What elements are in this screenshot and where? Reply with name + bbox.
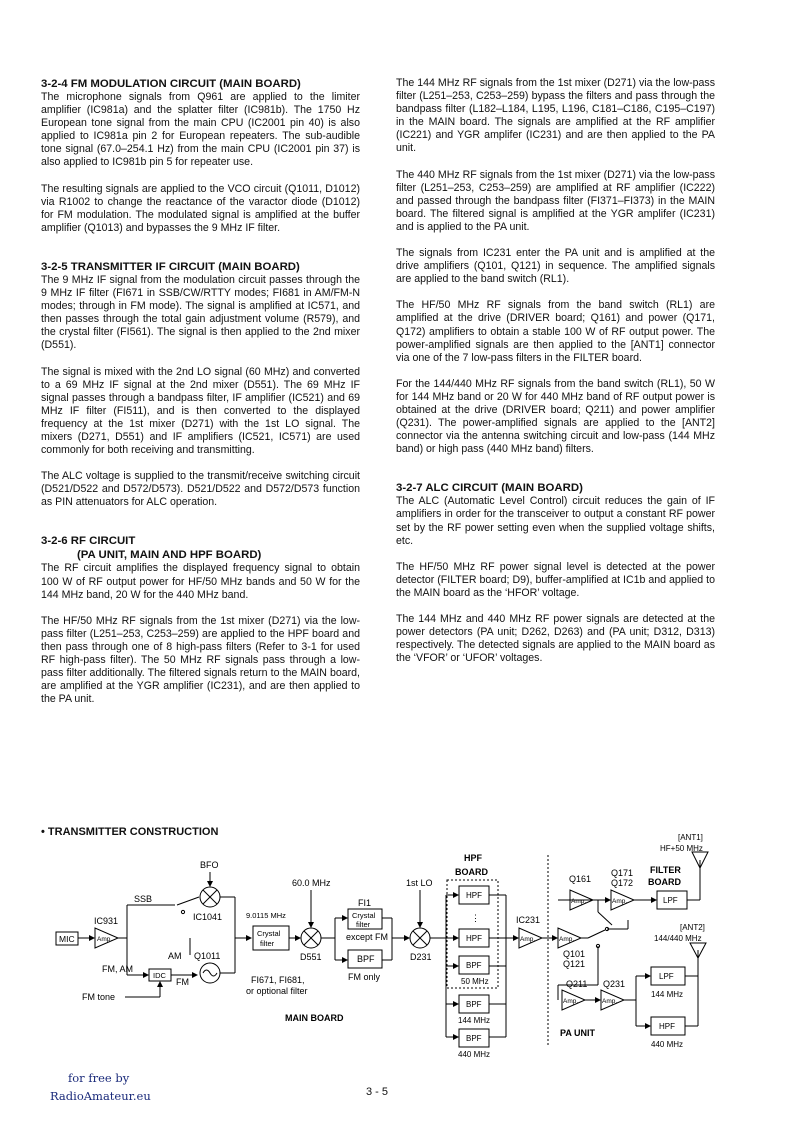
section-title-rf-circuit bbox=[41, 534, 360, 562]
q161-label: Q161 bbox=[569, 874, 592, 884]
ic931-label: IC931 bbox=[94, 916, 119, 926]
amp-label: Amp. bbox=[563, 998, 579, 1005]
fm-only-label: FM only bbox=[348, 972, 381, 982]
band-440mhz-label: 440 MHz bbox=[651, 1040, 684, 1049]
d231-label: D231 bbox=[410, 952, 432, 962]
q171-label: Q171 bbox=[611, 868, 634, 878]
bpf-label: BPF bbox=[466, 961, 482, 970]
fi1-label: FI1 bbox=[358, 898, 372, 908]
fm-tone-label: FM tone bbox=[82, 992, 116, 1002]
band-144mhz-label: 144 MHz bbox=[651, 990, 684, 999]
q211-label: Q211 bbox=[566, 979, 588, 989]
amp-label: Amp. bbox=[602, 998, 618, 1005]
q1011-label: Q1011 bbox=[194, 951, 221, 961]
pa-unit-label: PA UNIT bbox=[560, 1028, 595, 1038]
footer-site-link[interactable]: RadioAmateur.eu bbox=[50, 1089, 151, 1103]
hpf-board-label-1: HPF bbox=[464, 853, 482, 863]
lpf-label: LPF bbox=[659, 972, 674, 981]
amp-label: Amp. bbox=[612, 898, 628, 905]
hpf-board-label-2: BOARD bbox=[455, 867, 488, 877]
paragraph: The signals from IC231 enter the PA unit and is amplified at the drive amplifiers (Q101, Q121) in sequence. The amplified signals are applied to the band switch (RL1). bbox=[396, 247, 715, 286]
paragraph: The RF circuit amplifies the displayed frequency signal to obtain 100 W of RF output power for HF/50 MHz bands and 50 W for the 144 MHz band, 20 W for the 440 MHz band. bbox=[41, 562, 360, 601]
paragraph: The 144 MHz and 440 MHz RF power signals are detected at the power detectors (PA unit; D262, D263) and (PA unit; D312, D313) respectively. The detected signals are applied to the MAIN board as the ‘VFOR’ or ‘UFOR’ voltages. bbox=[396, 613, 715, 665]
paragraph: The 440 MHz RF signals from the 1st mixer (D271) via the low-pass filter (L251–253, C253–259) are amplified at RF amplifier (IC222) and passed through the bandpass filter (FI371–FI373) in the MAIN board. The filtered signal is amplified at the YGR amplifer (IC231) and is applied to the PA unit. bbox=[396, 168, 715, 233]
section-title-line1: 3-2-6 RF CIRCUIT bbox=[41, 535, 136, 548]
first-lo-label: 1st LO bbox=[406, 878, 433, 888]
am-label: AM bbox=[168, 951, 182, 961]
amp-label: Amp. bbox=[559, 936, 575, 943]
d551-label: D551 bbox=[300, 952, 322, 962]
ic231-label: IC231 bbox=[516, 915, 541, 925]
band-50mhz-label: 50 MHz bbox=[461, 977, 489, 986]
filter-board-label-1: FILTER bbox=[650, 865, 681, 875]
freq-9mhz-label: 9.0115 MHz bbox=[246, 911, 286, 920]
fm-label: FM bbox=[176, 977, 189, 987]
fm-am-label: FM, AM bbox=[102, 964, 133, 974]
paragraph: The HF/50 MHz RF signals from the band switch (RL1) are amplified at the drive (DRIVER board; Q161) and power (Q171, Q172) amplifiers to obtain a stable 100 W of RF output power. The power-amplified signals are then applied to the [ANT1] connector via one of the 7 low-pass filters in the FILTER board. bbox=[396, 299, 715, 364]
section-title-alc: 3-2-7 ALC CIRCUIT (MAIN BOARD) bbox=[396, 482, 583, 495]
paragraph: The HF/50 MHz RF signals from the 1st mixer (D271) via the low-pass filter (L251–253, C253–259) are applied to the HPF board and then pass through one of 8 high-pass filters (Refer to 3-1 for used RF high-pass filter). The 50 MHz RF signals pass through a low-pass filter additionally. The filtered signals return to the MAIN board, are amplified at the YGR amplifier (IC231), and are then applied to the PA unit. bbox=[41, 614, 360, 706]
band-144-440-label: 144/440 MHz bbox=[654, 934, 702, 943]
left-column bbox=[41, 77, 360, 719]
ssb-label: SSB bbox=[134, 894, 153, 904]
ic1041-label: IC1041 bbox=[193, 912, 223, 922]
q121-label: Q121 bbox=[563, 959, 586, 969]
crystal-label: Crystal bbox=[257, 929, 281, 938]
paragraph: The resulting signals are applied to the VCO circuit (Q1011, D1012) via R1002 to change the reactance of the varactor diode (D1012) for FM modulation. The modulated signal is amplified at the buffer amplifier (Q1013) and bypasses the 9 MHz IF filter. bbox=[41, 182, 360, 234]
section-title-transmitter-if: 3-2-5 TRANSMITTER IF CIRCUIT (MAIN BOARD) bbox=[41, 260, 300, 273]
paragraph: The 144 MHz RF signals from the 1st mixer (D271) via the low-pass filter (L251–253, C253–259) bypass the filters and pass through the bandpass filter (L182–L184, L195, L196, C181–C186, C195–C197) in the MAIN board. The signals are amplified at the RF amplifier (IC221) and YGR amplifer (IC231) and are then applied to the PA unit. bbox=[396, 77, 715, 155]
q231-label: Q231 bbox=[603, 979, 626, 989]
lpf-label: LPF bbox=[663, 896, 678, 905]
section-title-fm-modulation: 3-2-4 FM MODULATION CIRCUIT (MAIN BOARD) bbox=[41, 78, 301, 90]
except-fm-label: except FM bbox=[346, 932, 389, 942]
mic-label: MIC bbox=[59, 934, 75, 944]
band-144mhz-label: 144 MHz bbox=[458, 1016, 491, 1025]
dots: ⋮ bbox=[471, 913, 480, 923]
lo-60mhz-label: 60.0 MHz bbox=[292, 878, 331, 888]
amp-label: Amp. bbox=[97, 936, 113, 943]
main-board-label: MAIN BOARD bbox=[285, 1013, 344, 1023]
paragraph: The ALC (Automatic Level Control) circuit reduces the gain of IF amplifiers in order for the transceiver to output a constant RF power set by the RF power setting even when the supplied voltage shifts, etc. bbox=[396, 495, 715, 547]
bpf-label: BPF bbox=[466, 1000, 482, 1009]
fi-list-label: FI671, FI681, bbox=[251, 975, 305, 985]
hpf-label: HPF bbox=[659, 1022, 675, 1031]
paragraph: The signal is mixed with the 2nd LO signal (60 MHz) and converted to a 69 MHz IF signal at the 2nd mixer (D551). The 69 MHz IF signal passes through a bandpass filter, IF amplifier (IC521) and 69 MHz IF filter (FI511), and is then converted to the displayed frequency at the 1st mixer (D271) with the 1st LO signal. The mixers (D271, D551) and IF amplifiers (IC521, IC571) are used commonly for both receiving and transmitting. bbox=[41, 365, 360, 457]
hpf-label: HPF bbox=[466, 891, 482, 900]
page-number: 3 - 5 bbox=[366, 1086, 389, 1098]
q101-label: Q101 bbox=[563, 949, 586, 959]
optional-filter-label: or optional filter bbox=[246, 986, 308, 996]
paragraph: The 9 MHz IF signal from the modulation circuit passes through the 9 MHz IF filter (FI671 in SSB/CW/RTTY modes; FI681 in AM/FM-N modes; through in FM mode). The signal is amplified at IC571, and then passes through the total gain adjustment volume (R579), and the crystal filter (FI561). The signal is then applied to the 2nd mixer (D551). bbox=[41, 273, 360, 352]
diagram-title: • TRANSMITTER CONSTRUCTION bbox=[41, 826, 219, 838]
section-title-line2: (PA UNIT, MAIN AND HPF BOARD) bbox=[77, 549, 262, 562]
footer-note: for free by bbox=[68, 1071, 130, 1085]
filter-label: filter bbox=[356, 920, 371, 929]
q172-label: Q172 bbox=[611, 878, 634, 888]
bpf-label: BPF bbox=[466, 1034, 482, 1043]
idc-label: IDC bbox=[153, 971, 166, 980]
filter-label: filter bbox=[260, 939, 275, 948]
paragraph: The microphone signals from Q961 are applied to the limiter amplifier (IC981a) and the splatter filter (IC981b). The 1750 Hz European tone signal from the main CPU (IC2001 pin 40) is also applied to IC981a pin 2 for European repeaters. The sub-audible tone signal (67.0–254.1 Hz) from the main CPU (IC2001 pin 37) is also applied to IC981b pin 5 for repeater use. bbox=[41, 91, 360, 169]
paragraph: The ALC voltage is supplied to the transmit/receive switching circuit (D521/D522 and D572/D573). D521/D522 and D572/D573 function as PIN attenuators for ALC operation. bbox=[41, 470, 360, 509]
bpf-label: BPF bbox=[357, 954, 375, 964]
transmitter-block-diagram bbox=[0, 820, 793, 1070]
band-440mhz-label: 440 MHz bbox=[458, 1050, 491, 1059]
paragraph: The HF/50 MHz RF power signal level is detected at the power detector (FILTER board; D9), buffer-amplified at IC1b and applied to the MAIN board as the ‘HFOR’ voltage. bbox=[396, 560, 715, 599]
paragraph: For the 144/440 MHz RF signals from the band switch (RL1), 50 W for 144 MHz band or 20 W for 440 MHz band of RF output power is obtained at the drive (DRIVER board; Q211) and power amplifier (Q231). The power-amplified signals are applied to the [ANT2] connector via the antenna switching circuit and low-pass (144 MHz band) or high pass (440 MHz band) filters. bbox=[396, 377, 715, 456]
amp-label: Amp. bbox=[571, 898, 587, 905]
crystal-label: Crystal bbox=[352, 911, 376, 920]
hpf-label: HPF bbox=[466, 934, 482, 943]
hf50-label: HF+50 MHz bbox=[660, 844, 703, 853]
ant2-label: [ANT2] bbox=[680, 923, 705, 932]
bfo-label: BFO bbox=[200, 860, 219, 870]
ant1-label: [ANT1] bbox=[678, 833, 703, 842]
right-column bbox=[396, 77, 715, 678]
filter-board-label-2: BOARD bbox=[648, 877, 681, 887]
amp-label: Amp. bbox=[520, 936, 536, 943]
